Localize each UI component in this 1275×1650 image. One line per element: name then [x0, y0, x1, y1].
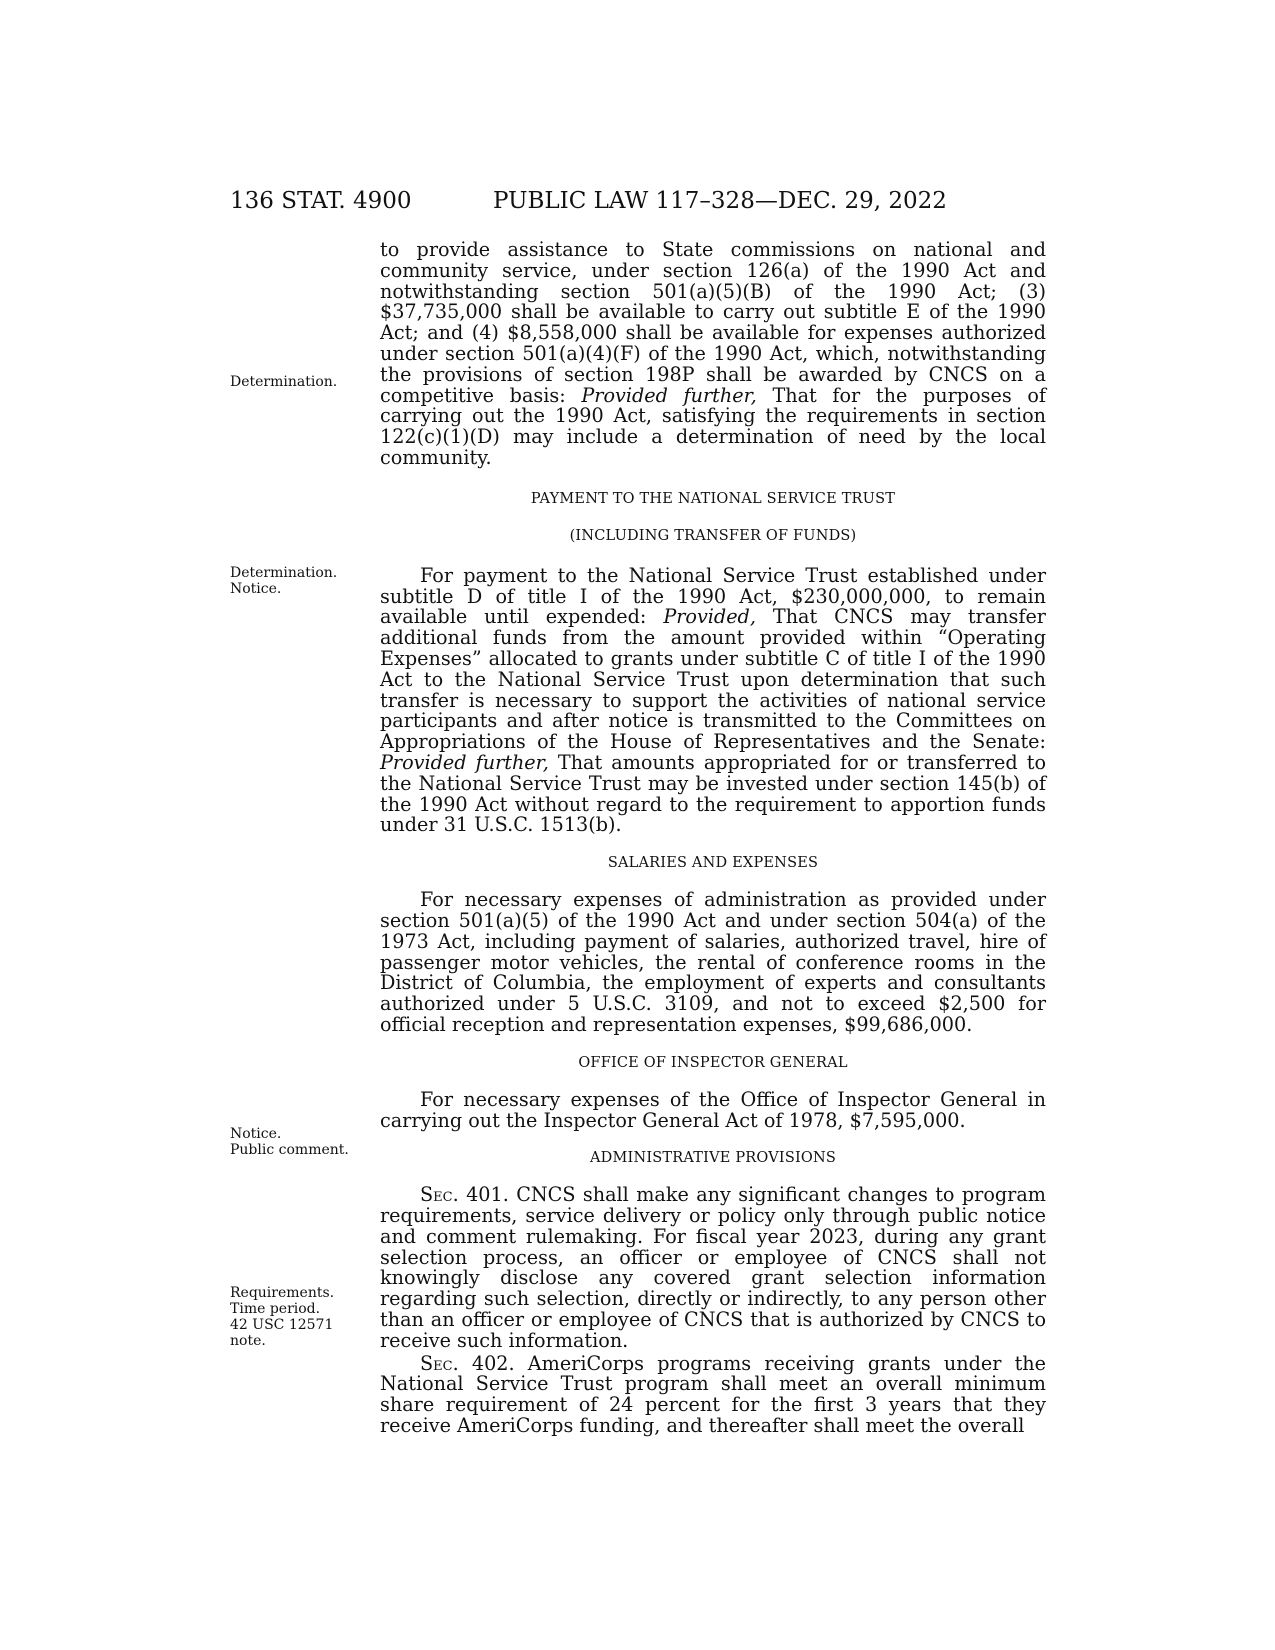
proviso-italic: Provided further,: [380, 750, 549, 774]
subheading-transfer-of-funds: (INCLUDING TRANSFER OF FUNDS): [569, 527, 857, 544]
text-run: That CNCS may transfer additional funds from the amount provided within “Operating Expenses” allocated to grants under subtitle C of title I of the 1990 Act to the National Service Trust upon determination that such transfer is necessary to support the activities of national service participants and after notice is transmitted to the Committees on Appropriations of the House of Representatives and the Senate:: [380, 605, 1046, 754]
margin-note-determination: [230, 374, 370, 390]
text-run: That for the purposes of carrying out the 1990 Act, satisfying the requirements in section 122(c)(1)(D) may include a determination of need by the local community.: [380, 383, 1046, 469]
running-header: [230, 183, 1060, 219]
public-law-citation: PUBLIC LAW 117–328—DEC. 29, 2022: [493, 188, 947, 214]
margin-note-line: Public comment.: [230, 1142, 349, 1158]
proviso-italic: Provided,: [663, 605, 756, 629]
heading-administrative-provisions: ADMINISTRATIVE PROVISIONS: [589, 1150, 837, 1167]
text-run: CNCS shall make any significant changes to program requirements, service delivery or policy only through public notice and comment rulemaking. For fiscal year 2023, during any grant selection process, an officer or employee of CNCS shall not knowingly disclose any covered grant selection information regarding such selection, directly or indirectly, to any person other than an officer or employee of CNCS that is authorized by CNCS to receive such information.: [380, 1183, 1046, 1352]
margin-note-line: Requirements.: [230, 1285, 335, 1301]
paragraph-inspector-general: For necessary expenses of the Office of Inspector General in carrying out the Inspector General Act of 1978, $7,595,000.: [380, 1087, 1046, 1132]
text-run: That amounts appropriated for or transferred to the National Service Trust may be invested under section 145(b) of the 1990 Act without regard to the requirement to apportion funds under 31 U.S.C. 1513(b).: [380, 750, 1046, 837]
heading-salaries-and-expenses: SALARIES AND EXPENSES: [607, 855, 819, 872]
margin-note-line: 42 USC 12571: [230, 1317, 334, 1333]
margin-note-requirements: [230, 1285, 370, 1349]
margin-note-line: note.: [230, 1333, 266, 1349]
heading-inspector-general: OFFICE OF INSPECTOR GENERAL: [578, 1054, 848, 1071]
margin-note-line: Notice.: [230, 1126, 282, 1142]
text-run: to provide assistance to State commissions on national and community service, under section 126(a) of the 1990 Act and notwithstanding section 501(a)(5)(B) of the 1990 Act; (3) $37,735,000 shall be available to carry out subtitle E of the 1990 Act; and (4) $8,558,000 shall be available for expenses authorized under section 501(a)(4)(F) of the 1990 Act, which, notwithstanding the provisions of section 198P shall be awarded by CNCS on a competitive basis:: [380, 238, 1046, 407]
margin-note-line: Notice.: [230, 581, 282, 597]
margin-note-line: Determination.: [230, 374, 338, 390]
statute-page-number: 136 STAT. 4900: [230, 188, 412, 214]
proviso-italic: Provided further,: [581, 383, 757, 407]
main-text-column: [380, 240, 1046, 1437]
heading-national-service-trust: PAYMENT TO THE NATIONAL SERVICE TRUST: [530, 490, 896, 507]
section-number: Sec. 402.: [420, 1351, 515, 1375]
margin-note-line: Determination.: [230, 565, 338, 581]
paragraph-salaries-and-expenses: For necessary expenses of administration as provided under section 501(a)(5) of the 1990 Act and under section 504(a) of the 1973 Act, including payment of salaries, authorized travel, hire of passenger motor vehicles, the rental of conference rooms in the District of Columbia, the employment of experts and consultants authorized under 5 U.S.C. 3109, and not to exceed $2,500 for official reception and representation expenses, $99,686,000.: [380, 888, 1046, 1036]
paragraph-sec-402: [380, 1351, 1046, 1438]
margin-note-notice-public-comment: [230, 1126, 370, 1158]
margin-note-determination-notice: [230, 565, 370, 597]
section-number: Sec. 401.: [420, 1183, 509, 1207]
paragraph-sec-401: [380, 1185, 1046, 1351]
text-run: For payment to the National Service Trust established under subtitle D of title I of the 1990 Act, $230,000,000, to remain available until expended:: [380, 563, 1046, 629]
continued-paragraph: [380, 240, 1046, 469]
margin-note-line: Time period.: [230, 1301, 321, 1317]
paragraph-national-service-trust: [380, 563, 1046, 837]
text-run: AmeriCorps programs receiving grants under the National Service Trust program shall meet an overall minimum share requirement of 24 percent for the first 3 years that they receive AmeriCorps funding, and thereafter shall meet the overall: [380, 1351, 1046, 1438]
